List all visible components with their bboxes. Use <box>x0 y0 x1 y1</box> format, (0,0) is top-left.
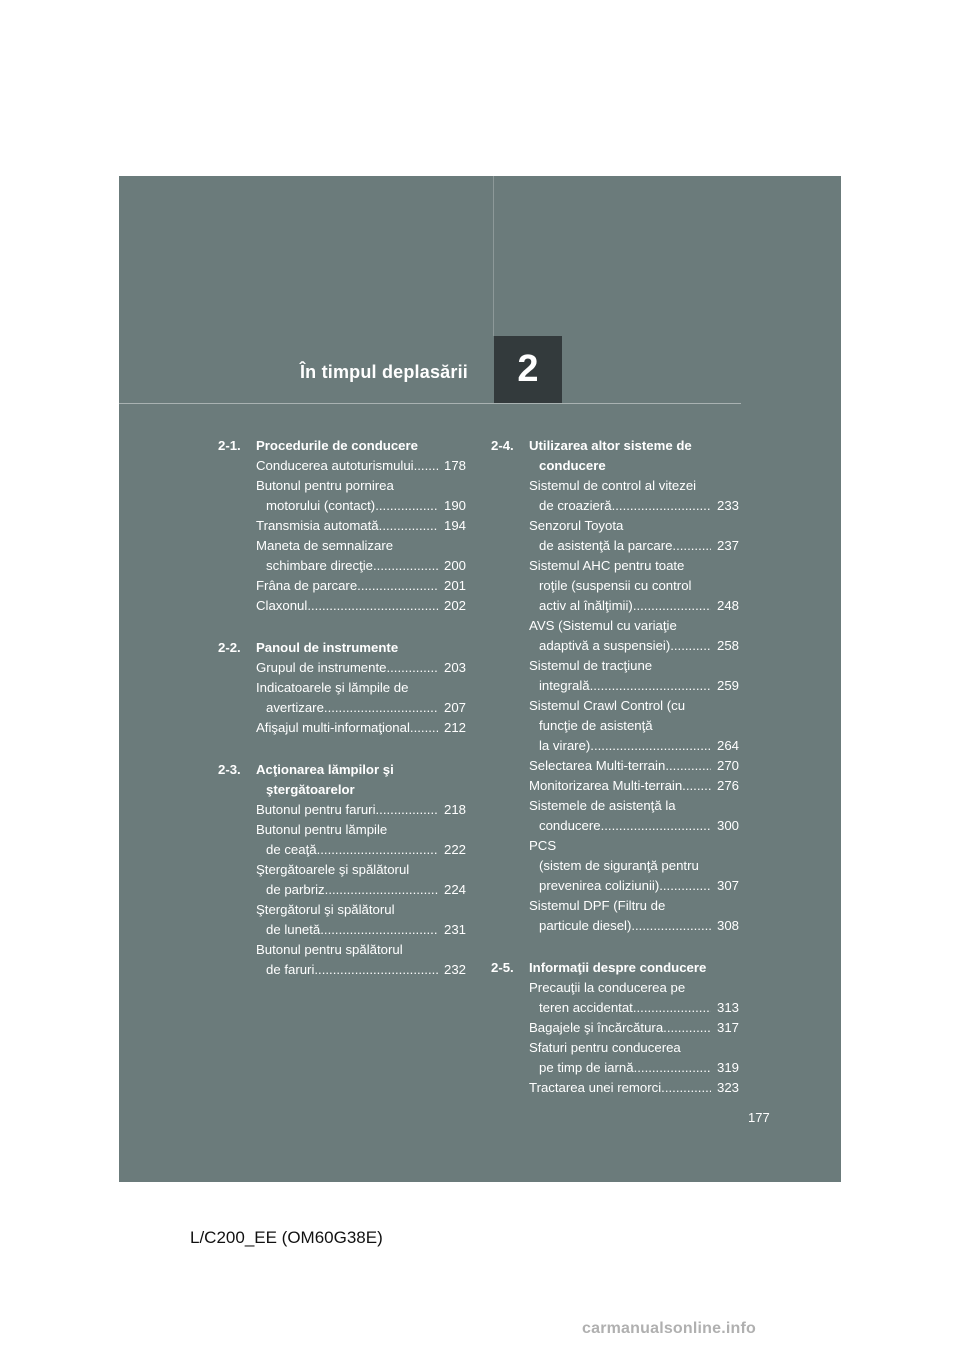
toc-entry-text: funcţie de asistenţă <box>539 718 653 733</box>
section-number: 2-3. <box>218 762 241 777</box>
toc-entry-text: de lunetă <box>266 922 321 937</box>
chapter-title: În timpul deplasării <box>299 362 468 382</box>
toc-entry-page: 276 <box>716 778 739 793</box>
toc-entry-text: Selectarea Multi-terrain <box>529 758 666 773</box>
section-number: 2-2. <box>218 640 241 655</box>
toc-entry-text: Sistemul de tracţiune <box>529 658 653 673</box>
toc-entry-page: 270 <box>716 758 739 773</box>
toc-entry-text: teren accidentat <box>539 1000 633 1015</box>
toc-left-column <box>218 436 466 1002</box>
dot-leader <box>633 998 711 1018</box>
toc-entry-page: 203 <box>443 660 466 675</box>
dot-leader <box>410 718 438 738</box>
toc-entry[interactable] <box>529 978 739 1018</box>
section-title-line: Panoul de instrumente <box>256 640 399 655</box>
dot-leader <box>590 676 711 696</box>
toc-entry-text: Monitorizarea Multi-terrain <box>529 778 683 793</box>
dot-leader <box>320 920 438 940</box>
toc-entry[interactable] <box>529 756 739 776</box>
toc-entry-text: roţile (suspensii cu control <box>539 578 692 593</box>
toc-entry-text: de faruri <box>266 962 315 977</box>
toc-entry-text: integrală <box>539 678 590 693</box>
toc-entry-text: (sistem de siguranţă pentru <box>539 858 699 873</box>
toc-entry[interactable] <box>256 860 466 900</box>
toc-entry-page: 308 <box>716 918 739 933</box>
toc-entry-text: Conducerea autoturismului <box>256 458 414 473</box>
dot-leader <box>659 876 711 896</box>
toc-entry-text: activ al înălţimii) <box>539 598 633 613</box>
toc-entry-text: Butonul pentru pornirea <box>256 478 394 493</box>
toc-entry-page: 319 <box>716 1060 739 1075</box>
dot-leader <box>661 1078 711 1098</box>
toc-entry[interactable] <box>529 1038 739 1078</box>
section-number: 2-4. <box>491 438 514 453</box>
section-title <box>256 760 466 800</box>
dot-leader <box>314 960 438 980</box>
toc-entry-text: Sistemul de control al vitezei <box>529 478 697 493</box>
dot-leader <box>590 736 711 756</box>
toc-entry[interactable] <box>256 900 466 940</box>
toc-entry-page: 224 <box>443 882 466 897</box>
toc-entry-text: la virare) <box>539 738 591 753</box>
toc-entry-text: schimbare direcţie <box>266 558 374 573</box>
toc-entry-text: Tractarea unei remorci <box>529 1080 662 1095</box>
chapter-number-badge <box>494 336 562 403</box>
toc-entry-text: de parbriz <box>266 882 325 897</box>
toc-entry-page: 233 <box>716 498 739 513</box>
section-title-line: Utilizarea altor sisteme de <box>529 438 692 453</box>
section-heading[interactable] <box>491 436 739 476</box>
toc-entry-page: 212 <box>443 720 466 735</box>
toc-entry-page: 190 <box>443 498 466 513</box>
toc-entry-text: Indicatoarele şi lămpile de <box>256 680 409 695</box>
section-heading[interactable] <box>218 436 466 456</box>
toc-entry-page: 323 <box>716 1080 739 1095</box>
toc-entry-page: 258 <box>716 638 739 653</box>
toc-entry[interactable] <box>256 658 466 678</box>
section-title-line: conducere <box>539 458 606 473</box>
toc-entry-text: prevenirea coliziunii) <box>539 878 660 893</box>
toc-entry[interactable] <box>529 516 739 556</box>
toc-entry-text: conducere <box>539 818 601 833</box>
toc-entry[interactable] <box>529 616 739 656</box>
toc-entry-text: motorului (contact) <box>266 498 376 513</box>
dot-leader <box>672 536 711 556</box>
section-title-line: ştergătoarelor <box>266 782 355 797</box>
toc-entry-text: Sfaturi pentru conducerea <box>529 1040 681 1055</box>
toc-entry-page: 300 <box>716 818 739 833</box>
toc-item-list <box>491 978 739 1098</box>
toc-entry-text: Butonul pentru lămpile <box>256 822 388 837</box>
toc-entry[interactable] <box>256 476 466 516</box>
toc-item-list <box>491 476 739 936</box>
dot-leader <box>682 776 711 796</box>
dot-leader <box>386 658 438 678</box>
toc-entry-page: 237 <box>716 538 739 553</box>
header-divider-horizontal <box>119 403 741 404</box>
section-number: 2-1. <box>218 438 241 453</box>
toc-entry-page: 248 <box>716 598 739 613</box>
toc-section <box>491 436 739 936</box>
toc-entry[interactable] <box>256 516 466 536</box>
toc-entry-page: 232 <box>443 962 466 977</box>
page-number: 177 <box>748 1110 770 1125</box>
toc-entry[interactable] <box>529 1078 739 1098</box>
toc-entry-text: pe timp de iarnă <box>539 1060 634 1075</box>
dot-leader <box>325 880 438 900</box>
dot-leader <box>663 1018 711 1038</box>
toc-item-list <box>218 658 466 738</box>
toc-section <box>491 958 739 1098</box>
chapter-number: 2 <box>517 348 539 390</box>
toc-entry-text: particule diesel) <box>539 918 632 933</box>
toc-entry[interactable] <box>256 536 466 576</box>
dot-leader <box>307 596 438 616</box>
section-title <box>529 436 739 476</box>
toc-entry[interactable] <box>529 836 739 896</box>
toc-entry-page: 259 <box>716 678 739 693</box>
toc-entry-text: AVS (Sistemul cu variaţie <box>529 618 677 633</box>
toc-entry[interactable] <box>529 696 739 756</box>
watermark: carmanualsonline.info <box>582 1320 757 1337</box>
toc-item-list <box>218 456 466 616</box>
toc-entry-text: Sistemele de asistenţă la <box>529 798 676 813</box>
dot-leader <box>634 1058 711 1078</box>
toc-entry-text: PCS <box>529 838 557 853</box>
toc-entry[interactable] <box>529 896 739 936</box>
toc-entry[interactable] <box>529 656 739 696</box>
toc-entry-page: 264 <box>716 738 739 753</box>
toc-entry[interactable] <box>256 800 466 820</box>
toc-entry-text: Grupul de instrumente <box>256 660 387 675</box>
toc-entry-text: Sistemul Crawl Control (cu <box>529 698 686 713</box>
dot-leader <box>357 576 438 596</box>
toc-right-column <box>491 436 739 1120</box>
section-title-line: Informaţii despre conducere <box>529 960 707 975</box>
dot-leader <box>631 916 711 936</box>
toc-entry[interactable] <box>256 456 466 476</box>
toc-entry-text: Butonul pentru spălătorul <box>256 942 403 957</box>
toc-entry-page: 207 <box>443 700 466 715</box>
toc-entry-page: 307 <box>716 878 739 893</box>
dot-leader <box>612 496 711 516</box>
dot-leader <box>375 496 438 516</box>
dot-leader <box>324 698 438 718</box>
toc-entry-page: 231 <box>443 922 466 937</box>
toc-entry-text: de ceaţă <box>266 842 317 857</box>
toc-entry-text: Ştergătoarele şi spălătorul <box>256 862 410 877</box>
section-title-line: Acţionarea lămpilor şi <box>256 762 394 777</box>
toc-entry[interactable] <box>529 796 739 836</box>
toc-entry[interactable] <box>256 820 466 860</box>
toc-entry-page: 313 <box>716 1000 739 1015</box>
toc-entry[interactable] <box>529 1018 739 1038</box>
toc-entry-text: Frâna de parcare <box>256 578 358 593</box>
toc-entry-text: Sistemul AHC pentru toate <box>529 558 685 573</box>
dot-leader <box>601 816 711 836</box>
dot-leader <box>317 840 438 860</box>
section-title <box>529 958 739 978</box>
toc-entry-page: 222 <box>443 842 466 857</box>
toc-entry-text: Maneta de semnalizare <box>256 538 394 553</box>
section-title-line: Procedurile de conducere <box>256 438 418 453</box>
toc-entry[interactable] <box>529 556 739 616</box>
toc-entry[interactable] <box>529 776 739 796</box>
toc-entry-text: Precauţii la conducerea pe <box>529 980 686 995</box>
section-heading[interactable] <box>218 638 466 658</box>
toc-entry-page: 194 <box>443 518 466 533</box>
toc-entry[interactable] <box>256 576 466 596</box>
toc-entry-text: Claxonul <box>256 598 308 613</box>
toc-entry-text: Transmisia automată <box>256 518 379 533</box>
toc-section <box>218 638 466 738</box>
section-number: 2-5. <box>491 960 514 975</box>
toc-section <box>218 760 466 980</box>
toc-entry-text: de croazieră <box>539 498 612 513</box>
toc-entry-page: 200 <box>443 558 466 573</box>
dot-leader <box>373 556 438 576</box>
dot-leader <box>633 596 711 616</box>
toc-entry[interactable] <box>256 940 466 980</box>
toc-entry-text: avertizare <box>266 700 324 715</box>
toc-entry-page: 202 <box>443 598 466 613</box>
dot-leader <box>376 800 439 820</box>
section-title <box>256 638 466 658</box>
toc-entry-text: adaptivă a suspensiei) <box>539 638 671 653</box>
toc-entry-text: Senzorul Toyota <box>529 518 624 533</box>
toc-section <box>218 436 466 616</box>
toc-entry[interactable] <box>256 596 466 616</box>
toc-entry-page: 201 <box>443 578 466 593</box>
toc-entry-text: Sistemul DPF (Filtru de <box>529 898 666 913</box>
model-code: L/C200_EE (OM60G38E) <box>190 1228 383 1247</box>
toc-item-list <box>218 800 466 980</box>
toc-entry-text: Ştergătorul şi spălătorul <box>256 902 395 917</box>
toc-entry-text: Butonul pentru faruri <box>256 802 376 817</box>
dot-leader <box>665 756 711 776</box>
toc-entry-page: 218 <box>443 802 466 817</box>
dot-leader <box>414 456 438 476</box>
section-heading[interactable] <box>491 958 739 978</box>
toc-entry-text: Bagajele şi încărcătura <box>529 1020 664 1035</box>
toc-entry[interactable] <box>529 476 739 516</box>
toc-entry-page: 178 <box>443 458 466 473</box>
dot-leader <box>670 636 711 656</box>
toc-entry-text: de asistenţă la parcare <box>539 538 673 553</box>
section-title <box>256 436 466 456</box>
section-heading[interactable] <box>218 760 466 800</box>
toc-entry[interactable] <box>256 718 466 738</box>
dot-leader <box>379 516 438 536</box>
header-divider-vertical <box>493 176 494 336</box>
toc-entry-text: Afişajul multi-informaţional <box>256 720 410 735</box>
toc-entry[interactable] <box>256 678 466 718</box>
toc-entry-page: 317 <box>716 1020 739 1035</box>
